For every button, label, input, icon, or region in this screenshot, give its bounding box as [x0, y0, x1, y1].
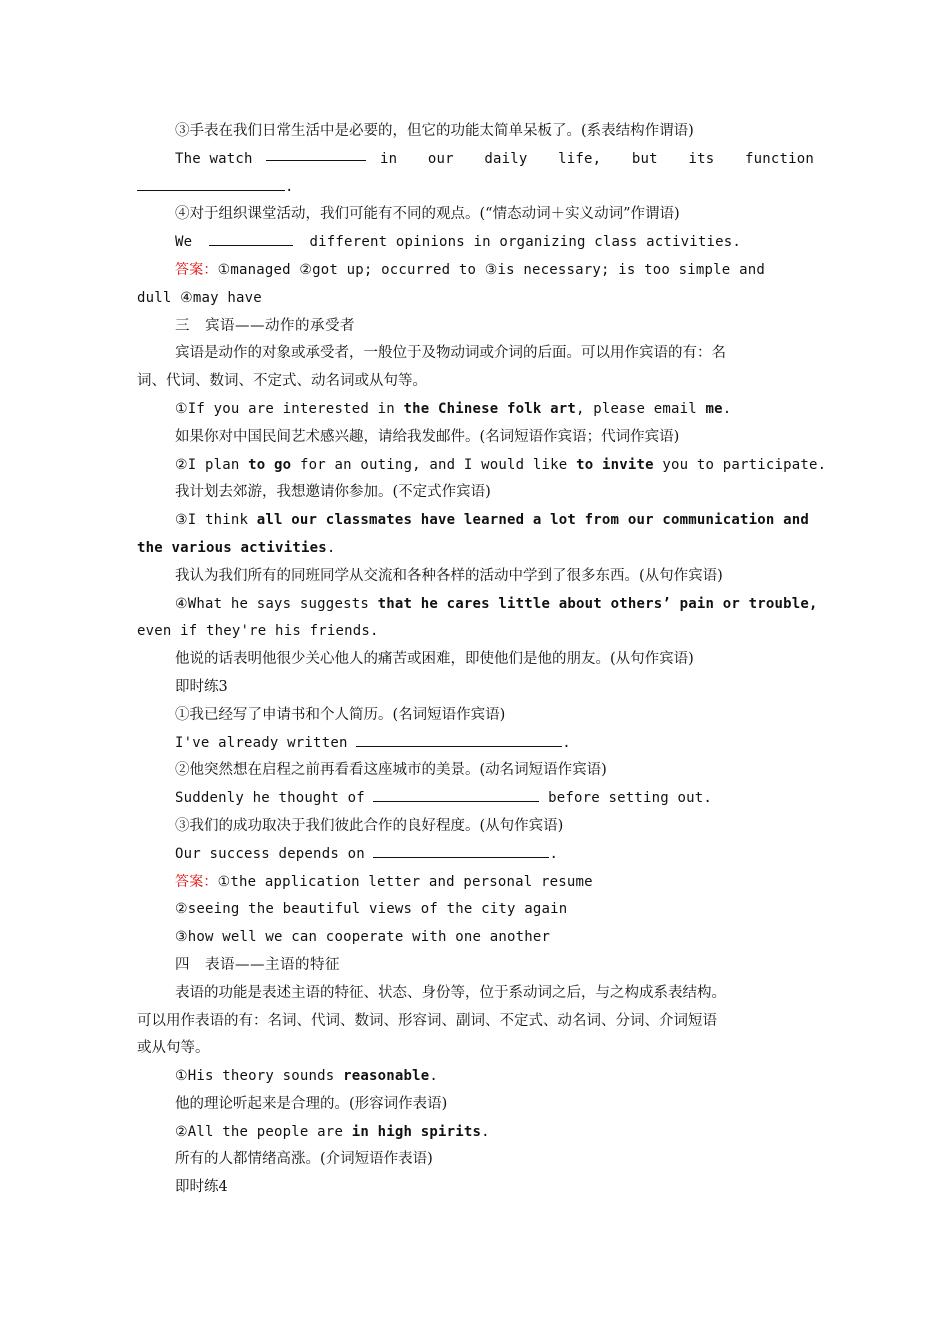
q3-blank-1[interactable] — [266, 146, 366, 161]
exercise2-q3-continuation — [137, 174, 814, 202]
exercise2-answer-line2: dull ④may have — [137, 289, 262, 306]
section3-example4-line2: even if they're his friends. — [137, 623, 379, 640]
e2-part-e: you to participate. — [653, 456, 827, 473]
ex3-q1-blank[interactable] — [356, 732, 562, 747]
section3-example2-translation: 我计划去郊游，我想邀请你参加。(不定式作宾语) — [175, 484, 491, 501]
exercise3-q2-chinese: ②他突然想在启程之前再看看这座城市的美景。(动名词短语作宾语) — [175, 762, 607, 779]
section3-example1-translation: 如果你对中国民间艺术感兴趣，请给我发邮件。(名词短语作宾语；代词作宾语) — [175, 428, 680, 445]
s4-e1-part-a: ①His theory sounds — [175, 1068, 344, 1085]
s4-e2-part-a: ②All the people are — [175, 1123, 352, 1140]
exercise2-q3-english — [137, 146, 814, 174]
ex3-answer-label: 答案： — [175, 873, 218, 890]
section3-example4-translation: 他说的话表明他很少关心他人的痛苦或困难，即使他们是他的朋友。(从句作宾语) — [175, 651, 694, 668]
section3-example3-line2 — [137, 535, 814, 563]
section3-intro-line2: 词、代词、数词、不定式、动名词或从句等。 — [137, 373, 427, 390]
exercise3-answer3: ③how well we can cooperate with one another — [175, 929, 551, 946]
ex3-q2-text-b: before setting out. — [539, 790, 713, 807]
s4-e1-bold: reasonable — [343, 1068, 430, 1085]
e3-bold-1: all our classmates have learned a lot from our communication and — [256, 512, 810, 529]
s4-e2-bold: in high spirits — [351, 1123, 482, 1140]
exercise3-q1-chinese: ①我已经写了申请书和个人简历。(名词短语作宾语) — [175, 706, 506, 723]
q4-blank[interactable] — [209, 231, 293, 246]
exercise3-answer1 — [137, 869, 814, 897]
e2-bold-1: to go — [248, 456, 292, 473]
q3-period: . — [285, 178, 294, 195]
e3-part-a: ③I think — [175, 512, 257, 529]
e1-bold-pronoun: me — [705, 400, 723, 417]
section4-example2-translation: 所有的人都情绪高涨。(介词短语作表语) — [175, 1151, 433, 1168]
q3-text-a: The watch — [175, 150, 253, 167]
exercise3-q2-english — [137, 785, 814, 813]
ex3-q1-text: I've already written — [175, 734, 357, 751]
ex3-answer1-text: ①the application letter and personal resume — [217, 873, 593, 890]
section3-example4-line1 — [137, 591, 818, 619]
exercise2-answer-line1 — [137, 257, 814, 285]
document-page — [137, 118, 827, 1202]
section4-intro-line2: 可以用作表语的有：名词、代词、数词、形容词、副词、不定式、动名词、分词、介词短语 — [137, 1012, 717, 1029]
section3-example3-translation: 我认为我们所有的同班同学从交流和各种各样的活动中学到了很多东西。(从句作宾语) — [175, 567, 723, 584]
answer-text: ①managed ②got up; occurred to ③is necessary; is too simple and — [217, 261, 765, 278]
exercise2-q4-english — [137, 229, 814, 257]
e4-bold: that he cares little about others’ pain or trouble, — [377, 595, 818, 612]
exercise3-q3-english — [137, 841, 814, 869]
section4-example1 — [137, 1063, 814, 1091]
ex3-q2-blank[interactable] — [373, 787, 539, 802]
ex3-q3-text: Our success depends on — [175, 845, 374, 862]
exercise3-q3-chinese: ③我们的成功取决于我们彼此合作的良好程度。(从句作宾语) — [175, 817, 564, 834]
e2-bold-2: to invite — [576, 456, 654, 473]
e4-part-a: ④What he says suggests — [175, 595, 378, 612]
section3-heading: 三 宾语——动作的承受者 — [175, 317, 355, 334]
e2-part-a: ②I plan — [175, 456, 249, 473]
section3-example2 — [137, 452, 827, 480]
e1-part-a: ①If you are interested in — [175, 400, 404, 417]
section3-example1 — [137, 396, 814, 424]
exercise4-title: 即时练4 — [175, 1179, 228, 1196]
e3-bold-2: the various activities — [137, 539, 327, 556]
e1-period: . — [722, 400, 732, 417]
s4-e2-period: . — [481, 1123, 490, 1140]
q3-text-b: in our daily life, but its function — [379, 150, 814, 167]
exercise2-q4-chinese: ④对于组织课堂活动，我们可能有不同的观点。(“情态动词＋实义动词”作谓语) — [175, 206, 680, 223]
exercise3-title: 即时练3 — [175, 678, 228, 695]
ex3-q3-blank[interactable] — [373, 843, 549, 858]
e3-period: . — [326, 539, 336, 556]
ex3-q2-text-a: Suddenly he thought of — [175, 790, 374, 807]
s4-e1-period: . — [429, 1068, 439, 1085]
exercise3-answer2: ②seeing the beautiful views of the city again — [175, 901, 568, 918]
q4-text-b: different opinions in organizing class activities. — [309, 234, 741, 251]
answer-label: 答案： — [175, 261, 218, 278]
section4-intro-line3: 或从句等。 — [137, 1040, 210, 1057]
ex3-q1-period: . — [562, 734, 571, 751]
exercise3-q1-english — [137, 730, 814, 758]
section4-example1-translation: 他的理论听起来是合理的。(形容词作表语) — [175, 1095, 448, 1112]
e1-bold-object: the Chinese folk art — [403, 400, 577, 417]
exercise2-q3-chinese: ③手表在我们日常生活中是必要的，但它的功能太简单呆板了。(系表结构作谓语) — [175, 123, 694, 139]
section4-heading: 四 表语——主语的特征 — [175, 956, 340, 973]
section4-intro-line1: 表语的功能是表述主语的特征、状态、身份等，位于系动词之后，与之构成系表结构。 — [175, 984, 726, 1001]
q4-text-a: We — [175, 234, 193, 251]
e1-part-c: , please email — [576, 400, 706, 417]
ex3-q3-period: . — [549, 845, 559, 862]
q3-blank-2[interactable] — [137, 176, 285, 191]
section3-intro-line1: 宾语是动作的对象或承受者，一般位于及物动词或介词的后面。可以用作宾语的有：名 — [175, 345, 726, 362]
section3-example3-line1 — [137, 507, 814, 535]
section4-example2 — [137, 1119, 814, 1147]
e2-part-c: for an outing, and I would like — [291, 456, 577, 473]
